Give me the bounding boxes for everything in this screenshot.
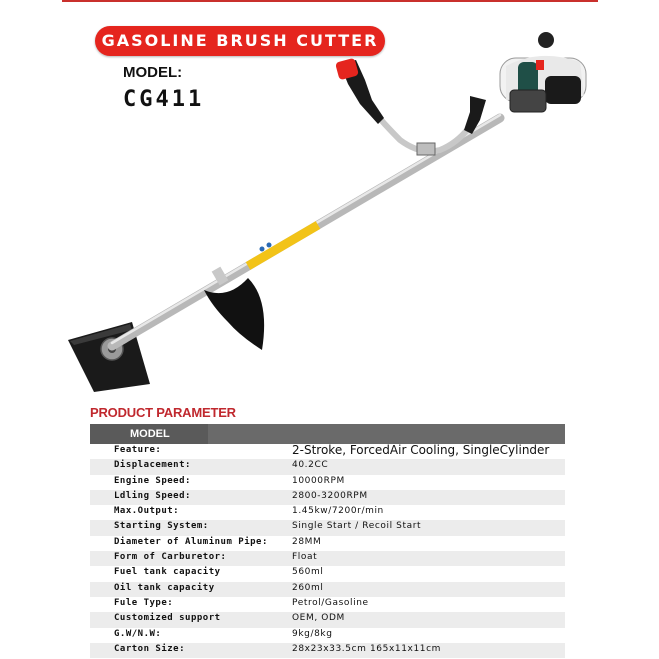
spec-value: 40.2CC (292, 460, 329, 471)
spec-row (90, 520, 565, 535)
spec-label: Feature: (114, 445, 162, 455)
table-header-model: MODEL (90, 424, 208, 444)
spec-row (90, 444, 565, 459)
spec-row (90, 536, 565, 551)
spec-row (90, 566, 565, 581)
spec-row (90, 505, 565, 520)
spec-row (90, 490, 565, 505)
spec-label: Displacement: (114, 460, 191, 471)
spec-value: 1.45kw/7200r/min (292, 506, 384, 517)
spec-label: Customized support (114, 613, 221, 624)
spec-value: Single Start / Recoil Start (292, 521, 422, 532)
spec-label: Diameter of Aluminum Pipe: (114, 536, 268, 547)
spec-row (90, 628, 565, 643)
spec-label: Fule Type: (114, 597, 174, 608)
spec-label: Carton Size: (114, 643, 186, 654)
spec-value: Petrol/Gasoline (292, 597, 369, 608)
spec-row (90, 643, 565, 658)
spec-value: Float (292, 552, 318, 563)
spec-label: Starting System: (114, 521, 209, 532)
shaft-label (248, 225, 318, 266)
product-title: GASOLINE BRUSH CUTTER (101, 31, 379, 50)
spec-row (90, 582, 565, 597)
product-parameter-heading: PRODUCT PARAMETER (90, 405, 236, 420)
spec-value: 9kg/8kg (292, 628, 333, 639)
spec-row (90, 551, 565, 566)
spec-table-header (90, 424, 565, 444)
spec-label: Engine Speed: (114, 475, 191, 486)
spec-value: 2-Stroke, ForcedAir Cooling, SingleCylinder (292, 443, 550, 457)
spec-label: Max.Output: (114, 506, 180, 517)
spec-label: G.W/N.W: (114, 628, 162, 639)
spec-row (90, 612, 565, 627)
spec-value: 260ml (292, 582, 324, 593)
spec-value: 10000RPM (292, 475, 345, 486)
fuel-cap (538, 32, 554, 48)
handlebar-clamp (417, 143, 435, 155)
spec-table (90, 424, 565, 658)
spec-value: 28x23x33.5cm 165x11x11cm (292, 643, 442, 654)
model-label: MODEL: (123, 64, 183, 81)
spec-label: Oil tank capacity (114, 582, 215, 593)
spec-row (90, 459, 565, 474)
spec-value: 560ml (292, 567, 324, 578)
handlebar (350, 80, 480, 151)
spec-value: 28MM (292, 536, 322, 547)
spec-row (90, 475, 565, 490)
spec-label: Form of Carburetor: (114, 552, 227, 563)
spec-row (90, 597, 565, 612)
spec-value: OEM, ODM (292, 613, 345, 624)
spec-label: Fuel tank capacity (114, 567, 221, 578)
spec-value: 2800-3200RPM (292, 490, 368, 501)
model-code: CG411 (123, 87, 205, 112)
spec-label: Ldling Speed: (114, 490, 191, 501)
